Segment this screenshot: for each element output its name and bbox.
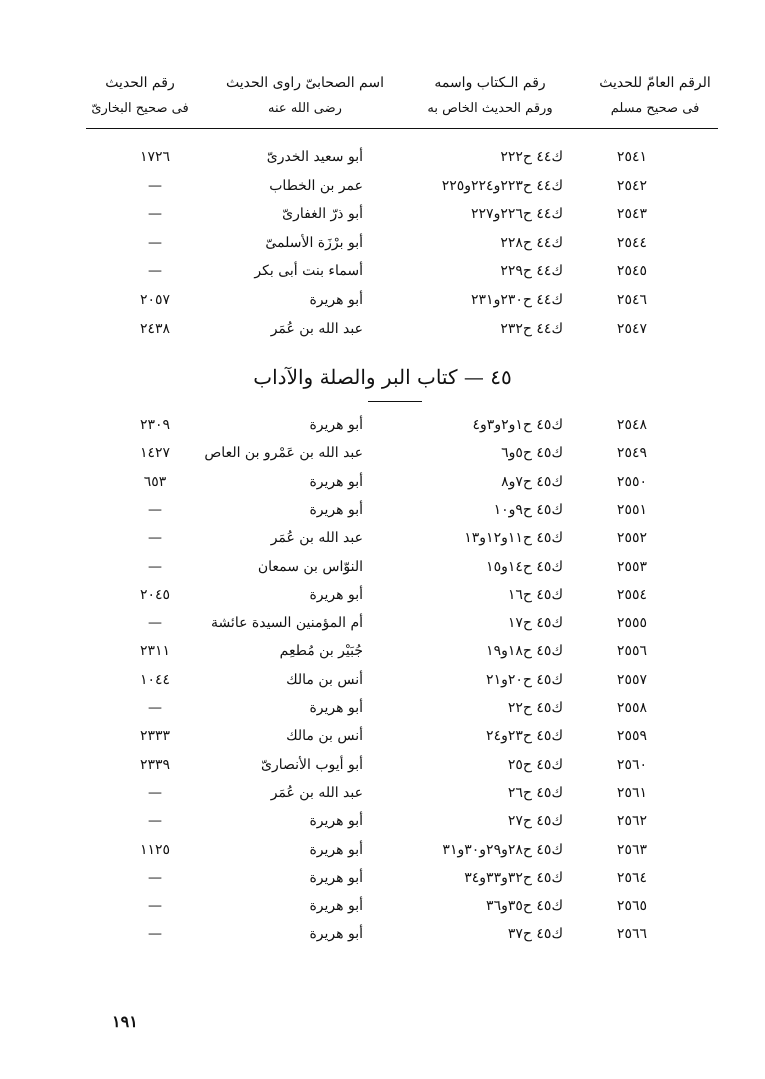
- table-row: [0, 144, 765, 170]
- book-reference: ك٤٥ ح٢٨و٢٩و٣٠و٣١: [442, 842, 563, 858]
- bukhari-number: ٢٠٤٥: [139, 587, 171, 603]
- hadith-number: ٢٥٤٦: [616, 292, 647, 308]
- hadith-number: ٢٥٤٢: [616, 178, 647, 194]
- book-reference: ك٤٥ ح٢٥: [507, 757, 563, 773]
- narrator-name: النوّاس بن سمعان: [257, 559, 363, 575]
- bukhari-number: ٢٣٠٩: [139, 417, 171, 433]
- section-title: ٤٥ — كتاب البر والصلة والآداب: [253, 365, 512, 389]
- bukhari-number: —: [148, 898, 162, 914]
- header-label: اسم الصحابىّ راوى الحديث: [225, 75, 384, 91]
- bukhari-number: —: [148, 870, 162, 886]
- narrator-name: جُبَيْر بن مُطعِم: [279, 643, 363, 659]
- bukhari-number: —: [148, 263, 162, 279]
- hadith-number: ٢٥٤٥: [616, 263, 647, 279]
- narrator-name: أبو هريرة: [309, 587, 363, 603]
- book-reference: ك٤٥ ح٢٠و٢١: [486, 672, 563, 688]
- bukhari-number: —: [148, 785, 162, 801]
- table-row: [0, 695, 765, 721]
- narrator-name: أبو هريرة: [309, 417, 363, 433]
- table-row: [0, 525, 765, 551]
- book-reference: ك٤٥ ح٧و٨: [501, 474, 563, 490]
- bukhari-number: ٢٣٣٣: [139, 728, 171, 744]
- book-reference: ك٤٥ ح١٧: [507, 615, 563, 631]
- narrator-name: أبو هريرة: [309, 842, 363, 858]
- book-reference: ك٤٤ ح٢٣٢: [500, 321, 563, 337]
- table-row: [0, 780, 765, 806]
- bukhari-number: —: [148, 235, 162, 251]
- table-row: [0, 287, 765, 313]
- narrator-name: أبو هريرة: [309, 292, 363, 308]
- hadith-number: ٢٥٥٩: [616, 728, 647, 744]
- hadith-number: ٢٥٦١: [616, 785, 647, 801]
- book-reference: ك٤٥ ح١٤و١٥: [486, 559, 563, 575]
- hadith-number: ٢٥٦٣: [616, 842, 647, 858]
- hadith-number: ٢٥٦٠: [616, 757, 647, 773]
- bukhari-number: ١٧٢٦: [139, 149, 171, 165]
- table-row: [0, 865, 765, 891]
- header-divider: [86, 128, 718, 129]
- hadith-number: ٢٥٥٣: [616, 559, 647, 575]
- book-reference: ك٤٤ ح٢٣٠و٢٣١: [471, 292, 563, 308]
- narrator-name: أبو برْزَة الأسلمىّ: [265, 235, 363, 251]
- table-row: [0, 173, 765, 199]
- hadith-number: ٢٥٥٠: [616, 474, 647, 490]
- book-reference: ك٤٤ ح٢٢٣و٢٢٤و٢٢٥: [441, 178, 563, 194]
- bukhari-number: —: [148, 502, 162, 518]
- header-label: رقم الحديث: [105, 75, 175, 91]
- header-label: ورقم الحديث الخاص به: [427, 101, 553, 116]
- book-reference: ك٤٥ ح١و٢و٣و٤: [472, 417, 563, 433]
- narrator-name: عمر بن الخطاب: [269, 178, 363, 194]
- hadith-number: ٢٥٤٤: [616, 235, 647, 251]
- book-reference: ك٤٥ ح٣٢و٣٣و٣٤: [464, 870, 563, 886]
- bukhari-number: ١٠٤٤: [139, 672, 171, 688]
- page-number: ١٩١: [112, 1012, 138, 1031]
- narrator-name: أم المؤمنين السيدة عائشة: [210, 615, 363, 631]
- narrator-name: عبد الله بن عُمَر: [270, 530, 363, 546]
- bukhari-number: ٢٣١١: [139, 643, 171, 659]
- narrator-name: أبو سعيد الخدرىّ: [266, 149, 363, 165]
- header-bukhari-number: [80, 70, 200, 122]
- narrator-name: أسماء بنت أبى بكر: [254, 263, 363, 279]
- hadith-number: ٢٥٥٢: [616, 530, 647, 546]
- narrator-name: أبو أيوب الأنصارىّ: [260, 757, 363, 773]
- table-row: [0, 258, 765, 284]
- header-label: رضى الله عنه: [268, 101, 342, 116]
- hadith-number: ٢٥٥٦: [616, 643, 647, 659]
- bukhari-number: —: [148, 206, 162, 222]
- narrator-name: أبو هريرة: [309, 502, 363, 518]
- section-divider: [368, 401, 422, 402]
- book-reference: ك٤٥ ح٢٣و٢٤: [486, 728, 563, 744]
- bukhari-number: —: [148, 700, 162, 716]
- bukhari-number: —: [148, 813, 162, 829]
- table-row: [0, 667, 765, 693]
- book-reference: ك٤٥ ح١١و١٢و١٣: [464, 530, 563, 546]
- book-reference: ك٤٤ ح٢٢٩: [500, 263, 563, 279]
- header-label: رقم الـكتاب واسمه: [434, 75, 546, 91]
- book-reference: ك٤٥ ح٩و١٠: [493, 502, 563, 518]
- table-row: [0, 808, 765, 834]
- table-row: [0, 752, 765, 778]
- table-row: [0, 497, 765, 523]
- table-row: [0, 316, 765, 342]
- table-row: [0, 610, 765, 636]
- hadith-number: ٢٥٦٢: [616, 813, 647, 829]
- bukhari-number: ٢٣٣٩: [139, 757, 171, 773]
- hadith-number: ٢٥٤٣: [616, 206, 647, 222]
- table-row: [0, 440, 765, 466]
- table-row: [0, 638, 765, 664]
- header-hadith-number: [590, 70, 720, 122]
- book-reference: ك٤٤ ح٢٢٦و٢٢٧: [471, 206, 563, 222]
- table-row: [0, 469, 765, 495]
- book-reference: ك٤٥ ح٢٦: [507, 785, 563, 801]
- book-reference: ك٤٥ ح١٦: [507, 587, 563, 603]
- table-row: [0, 582, 765, 608]
- book-reference: ك٤٥ ح١٨و١٩: [486, 643, 563, 659]
- narrator-name: عبد الله بن عُمَر: [270, 321, 363, 337]
- narrator-name: أبو هريرة: [309, 926, 363, 942]
- table-row: [0, 412, 765, 438]
- narrator-name: أنس بن مالك: [286, 728, 363, 744]
- header-book-reference: [410, 70, 570, 122]
- table-row: [0, 230, 765, 256]
- table-row: [0, 893, 765, 919]
- bukhari-number: —: [148, 530, 162, 546]
- bukhari-number: —: [148, 926, 162, 942]
- book-reference: ك٤٥ ح٢٢: [507, 700, 563, 716]
- bukhari-number: —: [148, 178, 162, 194]
- bukhari-number: —: [148, 615, 162, 631]
- table-row: [0, 201, 765, 227]
- table-row: [0, 921, 765, 947]
- narrator-name: أبو هريرة: [309, 813, 363, 829]
- narrator-name: أبو هريرة: [309, 474, 363, 490]
- narrator-name: عبد الله بن عَمْرو بن العاص: [204, 445, 363, 461]
- hadith-number: ٢٥٤٨: [616, 417, 647, 433]
- table-row: [0, 723, 765, 749]
- header-label: فى صحيح مسلم: [610, 101, 700, 116]
- table-header: [80, 70, 720, 130]
- bukhari-number: ١١٢٥: [139, 842, 171, 858]
- narrator-name: عبد الله بن عُمَر: [270, 785, 363, 801]
- narrator-name: أبو ذرّ الغفارىّ: [282, 206, 363, 222]
- book-reference: ك٤٥ ح٣٥و٣٦: [486, 898, 563, 914]
- book-reference: ك٤٤ ح٢٢٨: [500, 235, 563, 251]
- header-label: الرقم العامّ للحديث: [599, 75, 711, 91]
- hadith-number: ٢٥٤٧: [616, 321, 647, 337]
- header-narrator: [220, 70, 390, 122]
- hadith-number: ٢٥٤١: [616, 149, 647, 165]
- book-reference: ك٤٥ ح٥و٦: [501, 445, 563, 461]
- bukhari-number: —: [148, 559, 162, 575]
- table-row: [0, 837, 765, 863]
- bukhari-number: ١٤٢٧: [139, 445, 171, 461]
- bukhari-number: ٦٥٣: [143, 474, 167, 490]
- hadith-number: ٢٥٥٧: [616, 672, 647, 688]
- narrator-name: أنس بن مالك: [286, 672, 363, 688]
- hadith-number: ٢٥٥١: [616, 502, 647, 518]
- book-reference: ك٤٤ ح٢٢٢: [500, 149, 563, 165]
- bukhari-number: ٢٠٥٧: [139, 292, 171, 308]
- hadith-number: ٢٥٥٥: [616, 615, 647, 631]
- hadith-number: ٢٥٥٤: [616, 587, 647, 603]
- hadith-number: ٢٥٦٥: [616, 898, 647, 914]
- hadith-number: ٢٥٤٩: [616, 445, 647, 461]
- book-reference: ك٤٥ ح٢٧: [507, 813, 563, 829]
- narrator-name: أبو هريرة: [309, 870, 363, 886]
- hadith-number: ٢٥٥٨: [616, 700, 647, 716]
- header-label: فى صحيح البخارىّ: [91, 101, 189, 116]
- book-reference: ك٤٥ ح٣٧: [507, 926, 563, 942]
- hadith-number: ٢٥٦٤: [616, 870, 647, 886]
- table-row: [0, 554, 765, 580]
- hadith-number: ٢٥٦٦: [616, 926, 647, 942]
- bukhari-number: ٢٤٣٨: [139, 321, 171, 337]
- narrator-name: أبو هريرة: [309, 898, 363, 914]
- narrator-name: أبو هريرة: [309, 700, 363, 716]
